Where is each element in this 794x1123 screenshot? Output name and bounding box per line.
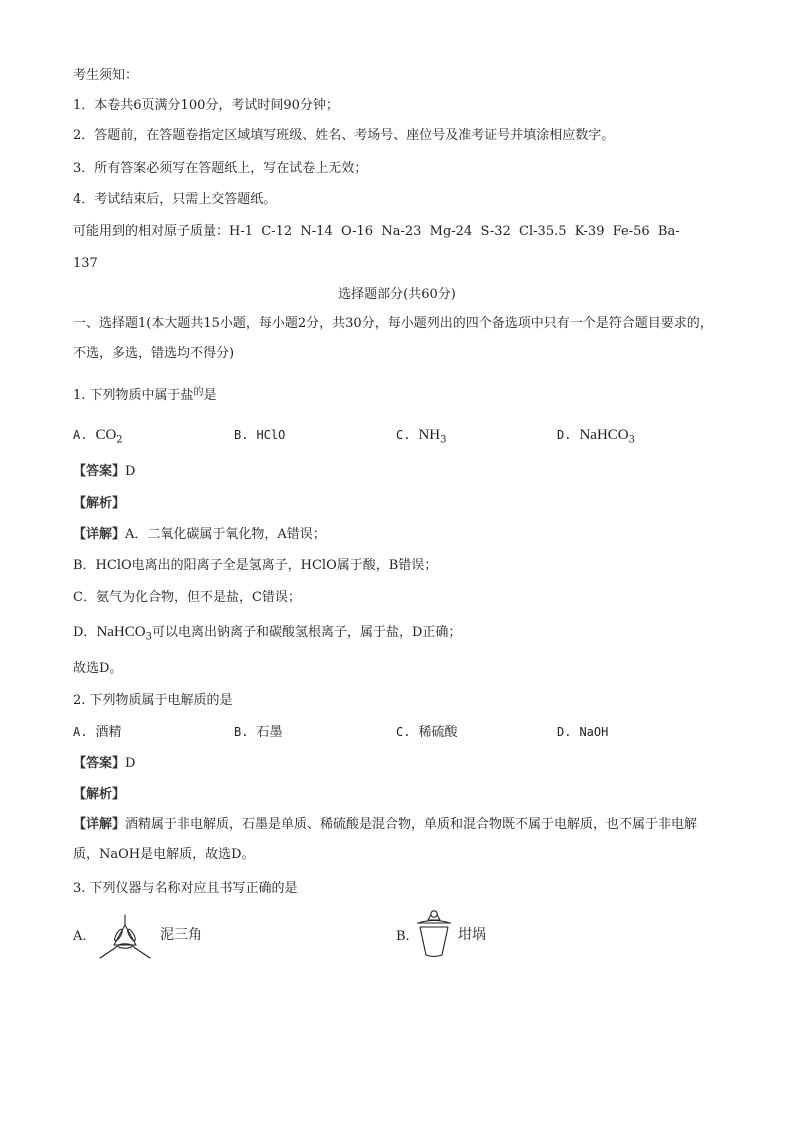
atomic-masses-line-2: 137 xyxy=(73,256,98,271)
question-1-stem-after: 是 xyxy=(203,388,217,403)
question-1-stem-before: 1. 下列物质中属于盐 xyxy=(73,388,194,403)
clay-triangle-icon xyxy=(97,912,153,964)
section-intro: 一、选择题1(本大题共15小题，每小题2分，共30分，每小题列出的四个备选项中只有一个是符合题目要求的，不选，多选，错选均不得分) xyxy=(73,316,713,361)
question-2-option-a: A. 酒精 xyxy=(73,725,122,740)
notice-item-2: 2．答题前，在答题卷指定区域填写班级、姓名、考场号、座位号及准考证号并填涂相应数字。 xyxy=(73,128,615,143)
question-1-option-b: B. HClO xyxy=(234,428,286,442)
question-2-detail: 【详解】酒精属于非电解质，石墨是单质、稀硫酸是混合物，单质和混合物既不属于电解质，也不属于非电解质，NaOH是电解质，故选D。 xyxy=(73,817,698,862)
question-2-answer: 【答案】D xyxy=(73,756,136,771)
question-2-option-c: C. 稀硫酸 xyxy=(396,725,458,740)
question-1-stem-sup: 的 xyxy=(193,387,204,398)
question-2-option-b: B. 石墨 xyxy=(234,725,283,740)
question-1-detail-b: B．HClO电离出的阳离子全是氢离子，HClO属于酸，B错误； xyxy=(73,558,438,573)
crucible-icon xyxy=(414,908,454,960)
question-3-stem: 3. 下列仪器与名称对应且书写正确的是 xyxy=(73,881,298,896)
notice-title: 考生须知： xyxy=(73,68,139,83)
question-1-analysis-label: 【解析】 xyxy=(73,496,126,511)
question-2-analysis-label: 【解析】 xyxy=(73,787,126,802)
question-3-option-a-label: A. xyxy=(73,929,87,944)
section-title: 选择题部分(共60分) xyxy=(338,287,456,302)
question-3-option-a-text: 泥三角 xyxy=(160,927,202,943)
question-1-detail-a: 【详解】A．二氧化碳属于氧化物，A错误； xyxy=(73,527,326,542)
question-1-detail-c: C．氨气为化合物，但不是盐，C错误； xyxy=(73,590,301,605)
question-1-answer: 【答案】D xyxy=(73,464,136,479)
notice-item-4: 4．考试结束后，只需上交答题纸。 xyxy=(73,192,277,207)
question-3-option-b-label: B. xyxy=(396,929,410,944)
question-1-option-d: D. NaHCO$_3$ xyxy=(557,427,635,446)
question-1-detail-d: D．NaHCO$_3$可以电离出钠离子和碳酸氢根离子，属于盐，D正确； xyxy=(73,624,462,643)
question-1-option-c: C. $NH_3$ xyxy=(396,427,447,446)
notice-item-1: 1．本卷共6页满分100分，考试时间90分钟； xyxy=(73,98,339,113)
atomic-masses-line-1: 可能用到的相对原子质量：H-1 C-12 N-14 O-16 Na-23 Mg-24 S-32 Cl-35.5 K-39 Fe-56 Ba- xyxy=(73,224,680,239)
question-2-option-d: D. NaOH xyxy=(557,725,609,739)
question-3-option-b-text: 坩埚 xyxy=(458,927,486,943)
notice-item-3: 3．所有答案必须写在答题纸上，写在试卷上无效； xyxy=(73,161,368,176)
question-1-stem xyxy=(73,388,217,405)
question-1-conclusion: 故选D。 xyxy=(73,661,123,676)
question-1-option-a: A. $CO_2$ xyxy=(73,427,123,446)
question-2-stem: 2. 下列物质属于电解质的是 xyxy=(73,693,233,708)
